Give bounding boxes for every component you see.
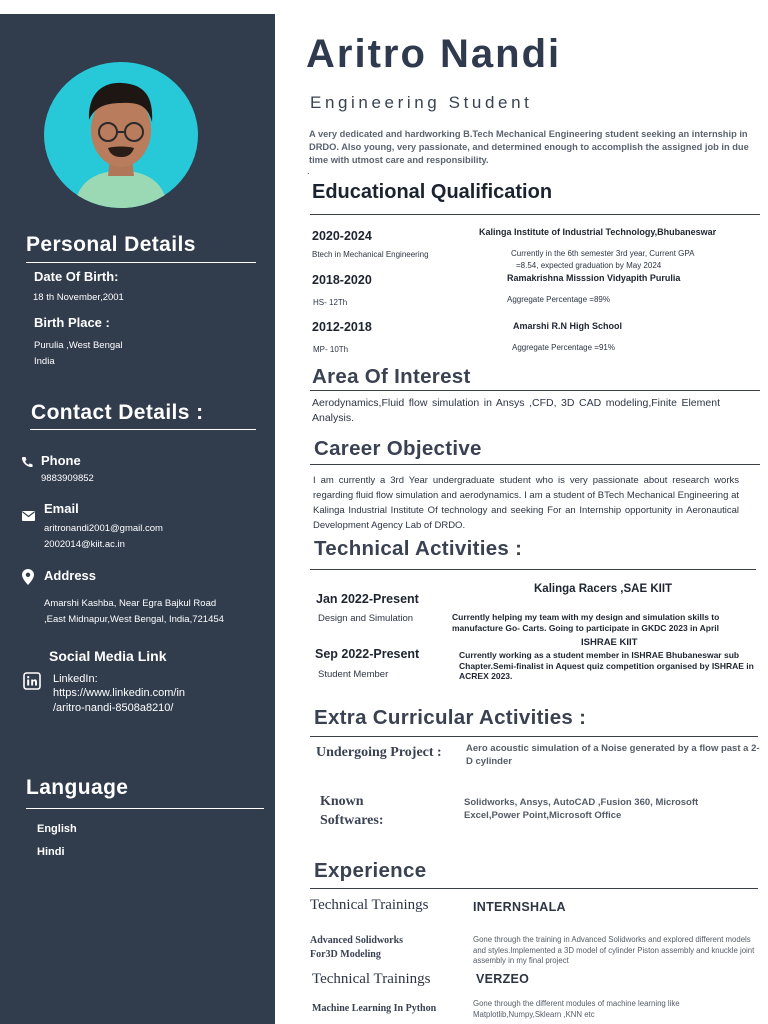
software-label-line-1: Known: [320, 794, 364, 809]
technical-heading: Technical Activities :: [314, 537, 523, 560]
extra-heading: Extra Curricular Activities :: [314, 706, 587, 729]
linkedin-label: LinkedIn:: [53, 673, 98, 685]
edu-years: 2018-2020: [312, 273, 372, 287]
edu-degree: Btech in Mechanical Engineering: [312, 250, 429, 259]
software-text: Solidworks, Ansys, AutoCAD ,Fusion 360, Microsoft Excel,Power Point,Microsoft Office: [464, 797, 699, 821]
phone-icon: [21, 456, 33, 468]
experience-category: Technical Trainings: [310, 897, 429, 913]
education-heading: Educational Qualification: [312, 181, 553, 203]
birthplace-line-1: Purulia ,West Bengal: [34, 340, 123, 351]
birthplace-line-2: India: [34, 356, 55, 367]
email-value-2[interactable]: 2002014@kiit.ac.in: [44, 539, 125, 550]
personal-details-heading: Personal Details: [26, 233, 196, 256]
address-label: Address: [44, 568, 97, 583]
activity-org: Kalinga Racers ,SAE KIIT: [534, 583, 673, 595]
divider: [310, 464, 760, 465]
name-title: Aritro Nandi: [306, 32, 562, 76]
experience-company: INTERNSHALA: [473, 900, 566, 914]
experience-category: Technical Trainings: [312, 971, 431, 987]
interest-text: Aerodynamics,Fluid flow simulation in Ansys ,CFD, 3D CAD modeling,Finite Element Analysis.: [312, 397, 720, 424]
experience-course-line-2: For3D Modeling: [310, 949, 381, 960]
divider: [30, 429, 256, 430]
linkedin-icon[interactable]: [23, 672, 41, 690]
person-portrait-icon: [44, 62, 198, 208]
experience-company: VERZEO: [476, 972, 530, 986]
email-label: Email: [44, 501, 79, 516]
interest-heading: Area Of Interest: [312, 365, 471, 388]
edu-detail-line-1: Aggregate Percentage =89%: [507, 295, 610, 304]
activity-desc: Currently helping my team with my design and simulation skills to manufacture Go- Carts. Going to participate in GKDC 2023 in April: [452, 612, 720, 633]
objective-text: I am currently a 3rd Year undergraduate student who is very passionate about research works regarding fluid flow simulation and aerodynamics. I am a student of BTech Mechanical Engineering at Kalinga Industrial Institute Of technology and seeking For an Internship opportunity in Aeronautical Development Agency Lab of DRDO.: [313, 475, 739, 531]
divider: [26, 808, 264, 809]
edu-institute: Amarshi R.N High School: [513, 321, 623, 331]
phone-label: Phone: [41, 453, 81, 468]
stray-dot: .: [307, 166, 310, 176]
activity-org: ISHRAE KIIT: [581, 637, 638, 648]
activity-period: Jan 2022-Present: [316, 592, 419, 606]
email-icon: [22, 511, 35, 521]
birthplace-label: Birth Place :: [34, 315, 110, 330]
edu-degree: HS- 12Th: [313, 298, 348, 307]
project-text: Aero acoustic simulation of a Noise generated by a flow past a 2-D cylinder: [466, 743, 760, 767]
divider: [26, 262, 256, 263]
edu-detail-line-1: Currently in the 6th semester 3rd year, Current GPA: [511, 249, 695, 258]
edu-years: 2020-2024: [312, 229, 372, 243]
address-line-1: Amarshi Kashba, Near Egra Bajkul Road: [44, 598, 217, 609]
dob-value: 18 th November,2001: [33, 292, 124, 303]
activity-role: Student Member: [318, 669, 389, 680]
profile-photo: [44, 62, 198, 208]
divider: [310, 888, 758, 889]
divider: [310, 569, 756, 570]
social-media-heading: Social Media Link: [49, 648, 167, 664]
activity-role: Design and Simulation: [318, 613, 414, 624]
divider: [310, 736, 758, 737]
edu-detail-line-2: =8.54, expected graduation by May 2024: [516, 261, 662, 270]
experience-heading: Experience: [314, 859, 427, 882]
language-heading: Language: [26, 776, 129, 799]
language-item: English: [37, 823, 77, 835]
linkedin-url-line-1[interactable]: https://www.linkedin.com/in: [53, 687, 186, 699]
experience-desc: Gone through the different modules of machine learning like Matplotlib,Numpy,Sklearn ,KNN etc: [473, 999, 680, 1019]
linkedin-url-line-2[interactable]: /aritro-nandi-8508a8210/: [53, 702, 174, 714]
phone-value[interactable]: 9883909852: [41, 473, 94, 484]
edu-degree: MP- 10Th: [313, 345, 349, 354]
job-title: Engineering Student: [310, 93, 533, 112]
edu-institute: Ramakrishna Misssion Vidyapith Purulia: [507, 273, 681, 283]
activity-period: Sep 2022-Present: [315, 647, 420, 661]
project-label: Undergoing Project :: [316, 745, 442, 760]
location-pin-icon: [22, 569, 34, 585]
language-item: Hindi: [37, 846, 65, 858]
experience-course-line-1: Machine Learning In Python: [312, 1003, 437, 1014]
activity-desc: Currently working as a student member in ISHRAE Bhubaneswar sub Chapter.Semi-finalist in Aquest quiz competition organised by ISHRAE in ACREX 2023.: [459, 650, 754, 681]
software-label-line-2: Softwares:: [320, 813, 384, 828]
objective-heading: Career Objective: [314, 437, 482, 460]
email-value-1[interactable]: aritronandi2001@gmail.com: [44, 523, 163, 534]
experience-course-line-1: Advanced Solidworks: [310, 935, 404, 946]
edu-years: 2012-2018: [312, 320, 372, 334]
divider: [310, 214, 760, 215]
divider: [310, 390, 760, 391]
summary-text: A very dedicated and hardworking B.Tech Mechanical Engineering student seeking an internship in DRDO. Also young, very passionate, and determined enough to accomplish the assigned job in due time with utmost care and responsibility.: [309, 129, 749, 165]
address-line-2: ,East Midnapur,West Bengal, India,721454: [44, 614, 224, 625]
experience-desc: Gone through the training in Advanced Solidworks and explored different models and styles.Implemented a 3D model of cylinder Piston assembly and knuckle joint assembly in my final project: [473, 935, 755, 965]
edu-institute: Kalinga Institute of Industrial Technology,Bhubaneswar: [479, 227, 717, 237]
contact-details-heading: Contact Details :: [31, 401, 204, 424]
edu-detail-line-1: Aggregate Percentage =91%: [512, 343, 615, 352]
dob-label: Date Of Birth:: [34, 269, 119, 284]
